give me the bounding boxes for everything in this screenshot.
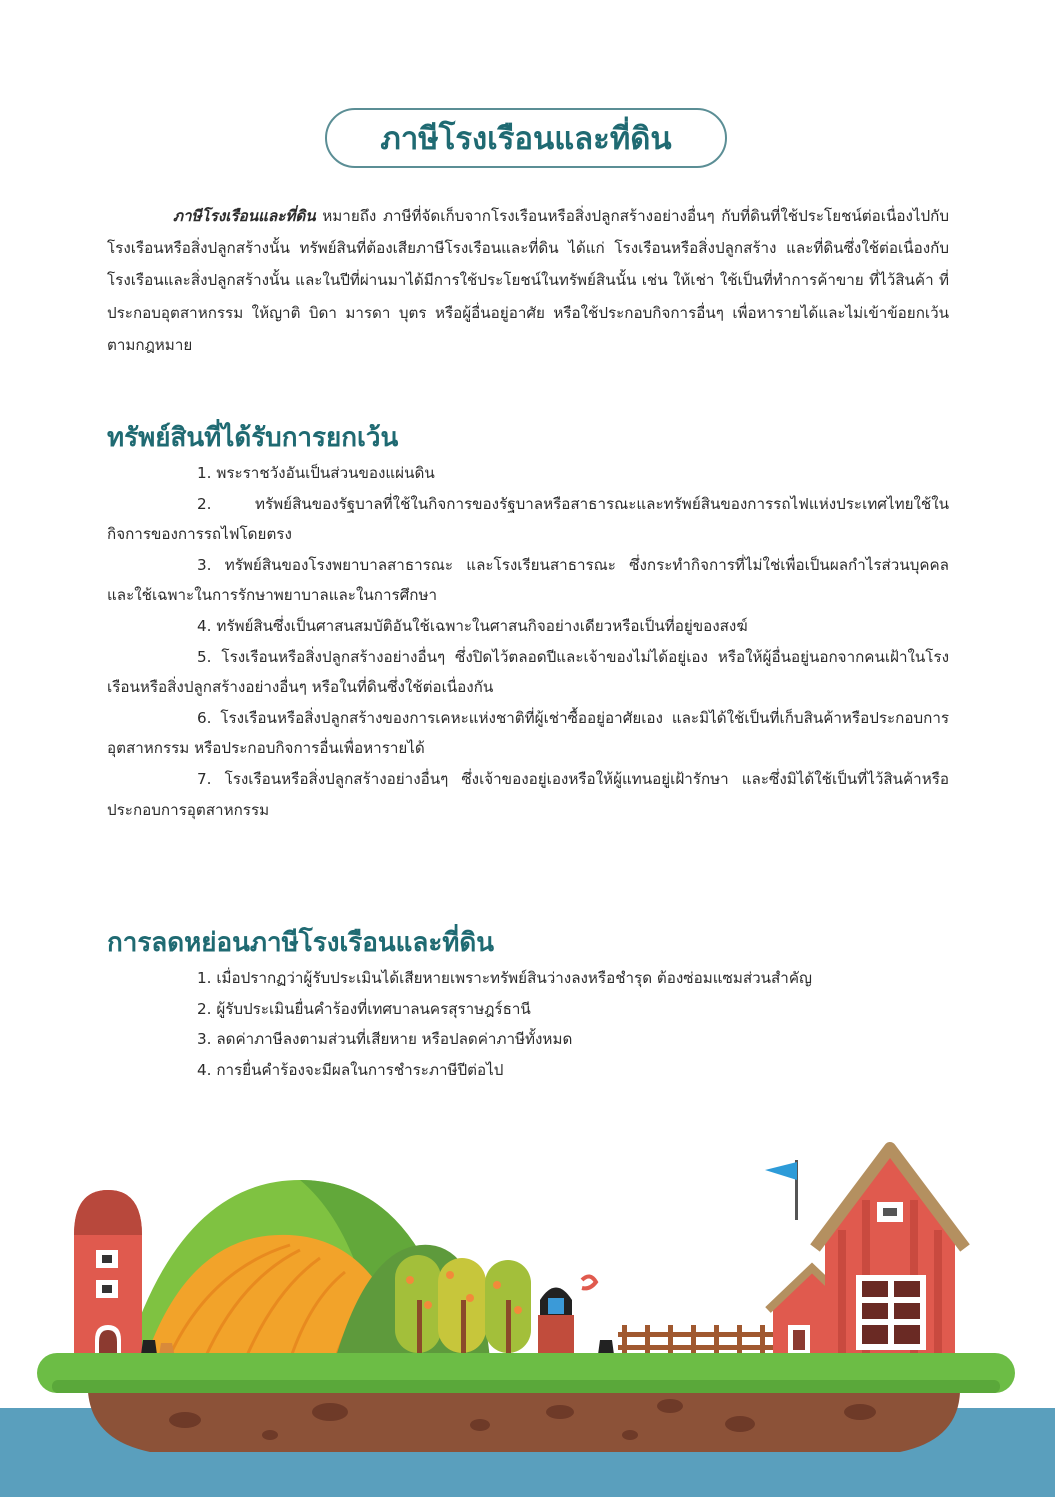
list-item: 3. ทรัพย์สินของโรงพยาบาลสาธารณะ และโรงเรียนสาธารณะ ซึ่งกระทำกิจการที่ไม่ใช่เพื่อเป็นผลกำไรส่วนบุคคล และใช้เฉพาะในการรักษาพยาบาลและในการศึกษา	[107, 555, 949, 605]
barn	[815, 1148, 965, 1365]
list-item: 1. พระราชวังอันเป็นส่วนของแผ่นดิน	[197, 464, 435, 482]
exempt-heading: ทรัพย์สินที่ได้รับการยกเว้น	[107, 423, 399, 453]
soil-island	[88, 1392, 960, 1452]
list-item: 2. ทรัพย์สินของรัฐบาลที่ใช้ในกิจการของรัฐบาลหรือสาธารณะและทรัพย์สินของการรถไฟแห่งประเทศไทยใช้ในกิจการของการรถไฟโดยตรง	[107, 494, 949, 544]
silo	[74, 1190, 142, 1365]
intro-text: หมายถึง ภาษีที่จัดเก็บจากโรงเรือนหรือสิ่งปลูกสร้างอย่างอื่นๆ กับที่ดินที่ใช้ประโยชน์ต่อเนื่องไปกับโรงเรือนหรือสิ่งปลูกสร้างนั้น ทรัพย์สินที่ต้องเสียภาษีโรงเรือนและที่ดิน ได้แก่ โรงเรือนหรือสิ่งปลูกสร้าง และที่ดินซึ่งใช้ต่อเนื่องกับโรงเรือนและสิ่งปลูกสร้างนั้น และในปีที่ผ่านมาได้มีการใช้ประโยชน์ในทรัพย์สินนั้น เช่น ให้เช่า ใช้เป็นที่ทำการค้าขาย ที่ไว้สินค้า ที่ประกอบอุตสาหกรรม ให้ญาติ บิดา มารดา บุตร หรือผู้อื่นอยู่อาศัย หรือใช้ประกอบกิจการอื่นๆ เพื่อหารายได้และไม่เข้าข้อยกเว้นตามกฎหมาย	[107, 207, 949, 354]
list-item: 5. โรงเรือนหรือสิ่งปลูกสร้างอย่างอื่นๆ ซึ่งปิดไว้ตลอดปีและเจ้าของไม่ได้อยู่เอง หรือให้ผู้อื่นอยู่นอกจากคนเฝ้าในโรงเรือนหรือสิ่งปลูกสร้างอย่างอื่นๆ หรือในที่ดินซึ่งใช้ต่อเนื่องกัน	[107, 647, 949, 697]
fruit-trees	[395, 1255, 531, 1360]
page-title: ภาษีโรงเรือนและที่ดิน	[380, 121, 672, 157]
list-item: 2. ผู้รับประเมินยื่นคำร้องที่เทศบาลนครสุราษฎร์ธานี	[197, 999, 531, 1018]
list-item: 6. โรงเรือนหรือสิ่งปลูกสร้างของการเคหะแห่งชาติที่ผู้เช่าซื้ออยู่อาศัยเอง และมิได้ใช้เป็นที่เก็บสินค้าหรือประกอบการอุตสาหกรรม หรือประกอบกิจการอื่นเพื่อหารายได้	[107, 708, 949, 758]
water-well	[538, 1276, 596, 1363]
exempt-list	[107, 458, 949, 825]
title-banner	[325, 108, 727, 168]
list-item: 4. ทรัพย์สินซึ่งเป็นศาสนสมบัติอันใช้เฉพาะในศาสนกิจอย่างเดียวหรือเป็นที่อยู่ของสงฆ์	[197, 616, 748, 635]
farm-illustration	[0, 1140, 1055, 1497]
list-item: 7. โรงเรือนหรือสิ่งปลูกสร้างอย่างอื่นๆ ซึ่งเจ้าของอยู่เองหรือให้ผู้แทนอยู่เฝ้ารักษา และซึ่งมิได้ใช้เป็นที่ไว้สินค้าหรือประกอบการอุตสาหกรรม	[107, 769, 949, 819]
reduction-heading: การลดหย่อนภาษีโรงเรือนและที่ดิน	[107, 928, 495, 958]
intro-paragraph	[107, 200, 949, 361]
flag	[765, 1160, 798, 1220]
list-item: 3. ลดค่าภาษีลงตามส่วนที่เสียหาย หรือปลดค่าภาษีทั้งหมด	[197, 1030, 573, 1049]
list-item: 1. เมื่อปรากฏว่าผู้รับประเมินได้เสียหายเพราะทรัพย์สินว่างลงหรือชำรุด ต้องซ่อมแซมส่วนสำคัญ	[197, 969, 812, 987]
reduction-list	[197, 963, 957, 1085]
intro-term: ภาษีโรงเรือนและที่ดิน	[173, 207, 316, 225]
list-item: 4. การยื่นคำร้องจะมีผลในการชำระภาษีปีต่อไป	[197, 1060, 504, 1079]
